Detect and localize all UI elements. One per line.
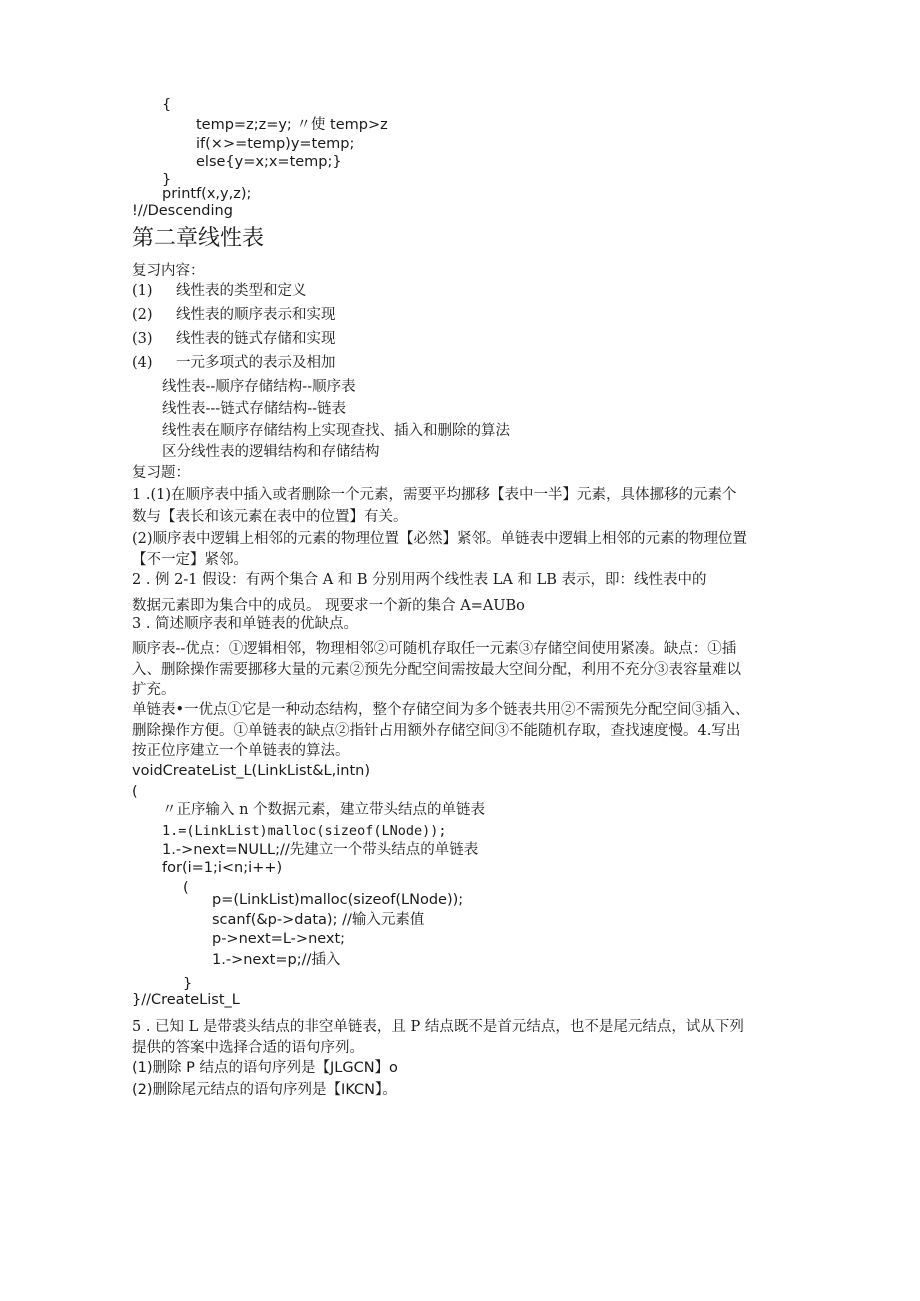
review-questions-label: 复习题：: [132, 465, 190, 481]
question-text: 按正位序建立一个单链表的算法。: [132, 743, 350, 759]
code-line: voidCreateList_L(LinkList&L,intn): [132, 763, 370, 779]
question-text: 数据元素即为集合中的成员。 现要求一个新的集合 A=AUBo: [132, 598, 525, 614]
question-text: 3 . 简述顺序表和单链表的优缺点。: [132, 616, 359, 632]
item-number: (2): [132, 307, 153, 323]
summary-line: 线性表--顺序存储结构--顺序表: [162, 379, 356, 395]
item-number: (4): [132, 355, 153, 371]
item-text: 线性表的链式存储和实现: [176, 331, 336, 347]
summary-line: 线性表---链式存储结构--链表: [162, 401, 346, 417]
item-text: 一元多项式的表示及相加: [176, 355, 336, 371]
code-line: if(×>=temp)y=temp;: [196, 136, 355, 152]
question-text: 顺序表--优点：①逻辑相邻，物理相邻②可随机存取任一元素③存储空间使用紧凑。缺点：①插: [132, 641, 737, 657]
code-line: printf(x,y,z);: [162, 186, 252, 202]
question-text: 数与【表长和该元素在表中的位置】有关。: [132, 509, 408, 525]
chapter-title: 第二章线性表: [132, 226, 265, 251]
code-line: temp=z;z=y; 〃使 temp>z: [196, 117, 388, 133]
item-number: (1): [132, 283, 153, 299]
question-text: 提供的答案中选择合适的语句序列。: [132, 1040, 364, 1056]
code-line: !//Descending: [132, 203, 233, 219]
question-text: 扩充。: [132, 682, 176, 698]
code-line: else{y=x;x=temp;}: [196, 154, 342, 170]
code-line: scanf(&p->data); //输入元素值: [212, 912, 425, 928]
question-text: 入、删除操作需要挪移大量的元素②预先分配空间需按最大空间分配，利用不充分③表容量难以: [132, 662, 741, 678]
code-line: 1.->next=p;//插入: [212, 952, 341, 968]
summary-line: 线性表在顺序存储结构上实现查找、插入和删除的算法: [162, 423, 510, 439]
question-text: 【不一定】紧邻。: [132, 552, 248, 568]
code-line: {: [162, 97, 172, 113]
code-comment: 〃正序输入 n 个数据元素，建立带头结点的单链表: [162, 802, 486, 818]
review-item: [132, 305, 336, 325]
code-line: }: [162, 172, 172, 188]
code-line: }: [183, 976, 193, 992]
question-text: 5 . 已知 L 是带裘头结点的非空单链表，且 P 结点既不是首元结点，也不是尾元结点，试从下列: [132, 1019, 744, 1035]
question-text: 1 .(1)在顺序表中插入或者删除一个元素，需要平均挪移【表中一半】元素，具体挪移的元素个: [132, 487, 737, 503]
question-text: (2)顺序表中逻辑上相邻的元素的物理位置【必然】紧邻。单链表中逻辑上相邻的元素的物理位置: [132, 531, 748, 547]
code-line: }//CreateList_L: [132, 992, 240, 1008]
code-line: 1.->next=NULL;//先建立一个带头结点的单链表: [162, 842, 479, 858]
review-item: [132, 353, 336, 373]
item-text: 线性表的顺序表示和实现: [176, 307, 336, 323]
review-content-label: 复习内容：: [132, 263, 205, 279]
item-text: 线性表的类型和定义: [176, 283, 307, 299]
item-number: (3): [132, 331, 153, 347]
review-item: [132, 329, 336, 349]
question-text: 单链表•一优点①它是一种动态结构，整个存储空间为多个链表共用②不需预先分配空间③插入、: [132, 702, 750, 718]
code-line: p->next=L->next;: [212, 931, 346, 947]
code-line: (: [132, 784, 138, 800]
question-text: (1)删除 P 结点的语句序列是【JLGCN】o: [132, 1060, 398, 1076]
code-line: 1.=(LinkList)malloc(sizeof(LNode));: [162, 823, 447, 839]
code-line: (: [183, 880, 189, 896]
code-line: for(i=1;i<n;i++): [162, 860, 283, 876]
code-line: p=(LinkList)malloc(sizeof(LNode));: [212, 892, 464, 908]
question-text: (2)删除尾元结点的语句序列是【IKCN】。: [132, 1082, 397, 1098]
summary-line: 区分线性表的逻辑结构和存储结构: [162, 444, 380, 460]
question-text: 删除操作方便。①单链表的缺点②指针占用额外存储空间③不能随机存取，查找速度慢。4.写出: [132, 723, 741, 739]
review-item: [132, 281, 307, 301]
question-text: 2 . 例 2-1 假设：有两个集合 A 和 B 分别用两个线性表 LA 和 LB 表示，即：线性表中的: [132, 572, 707, 588]
